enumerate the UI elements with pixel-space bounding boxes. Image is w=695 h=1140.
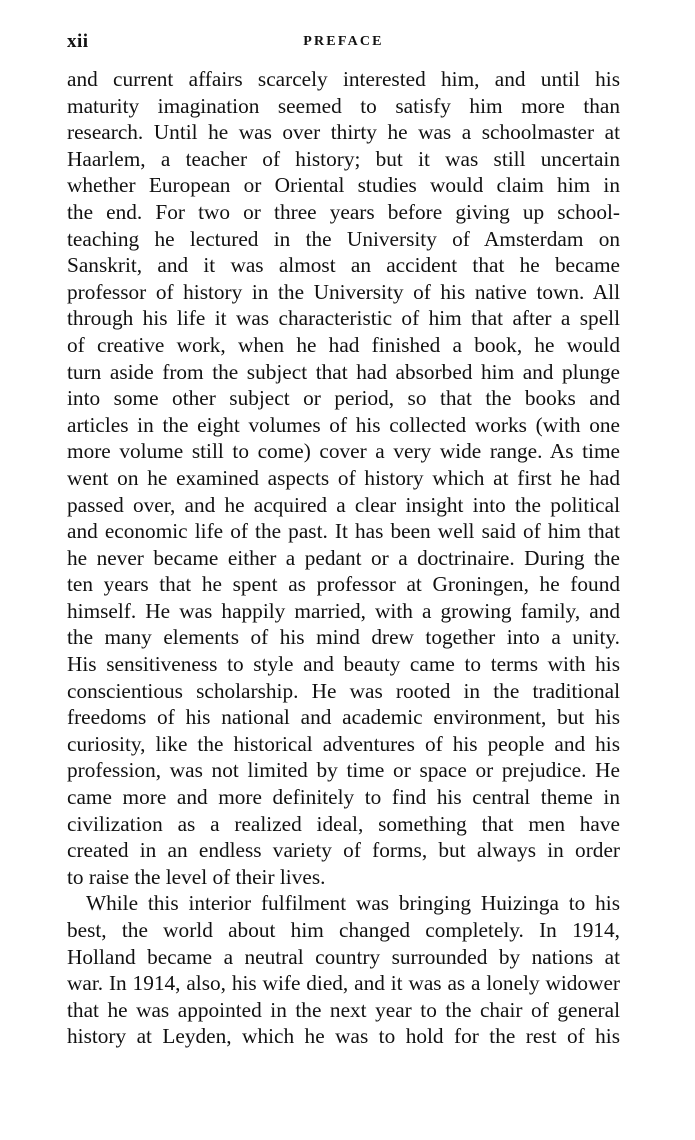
text-line: maturity imagination seemed to satisfy him more than [67, 93, 620, 118]
text-line: through his life it was characteristic of him that after a spell [67, 306, 620, 331]
text-line: His sensitiveness to style and beauty came to terms with his [67, 652, 620, 677]
text-line: curiosity, like the historical adventures of his people and his [67, 731, 620, 756]
text-line: came more and more definitely to find his central theme in [67, 785, 620, 810]
paragraph-1 [67, 66, 620, 890]
text-line: Holland became a neutral country surrounded by nations at [67, 944, 620, 969]
text-line: war. In 1914, also, his wife died, and it was as a lonely widower [67, 971, 620, 996]
text-line: went on he examined aspects of history which at first he had [67, 465, 620, 490]
text-line: and current affairs scarcely interested him, and until his [67, 67, 620, 91]
text-line: himself. He was happily married, with a growing family, and [67, 598, 620, 623]
text-line: created in an endless variety of forms, but always in order [67, 838, 620, 863]
text-line: Sanskrit, and it was almost an accident that he became [67, 253, 620, 278]
text-line: While this interior fulfilment was bringing Huizinga to his [86, 891, 620, 916]
text-line: that he was appointed in the next year to the chair of general [67, 997, 620, 1022]
text-line: turn aside from the subject that had absorbed him and plunge [67, 359, 620, 384]
body-text [67, 66, 620, 1050]
running-head: PREFACE [303, 34, 384, 49]
text-line: whether European or Oriental studies would claim him in [67, 173, 620, 198]
text-line: into some other subject or period, so that the books and [67, 386, 620, 411]
text-line: freedoms of his national and academic environment, but his [67, 705, 620, 730]
text-line: ten years that he spent as professor at Groningen, he found [67, 572, 620, 597]
text-line: of creative work, when he had finished a book, he would [67, 332, 620, 357]
text-line: research. Until he was over thirty he was a schoolmaster at [67, 120, 620, 145]
text-line: Haarlem, a teacher of history; but it was still uncertain [67, 146, 620, 171]
text-line: conscientious scholarship. He was rooted in the traditional [67, 678, 620, 703]
text-line: passed over, and he acquired a clear insight into the political [67, 492, 620, 517]
text-line: teaching he lectured in the University of Amsterdam on [67, 226, 620, 251]
text-line: profession, was not limited by time or space or prejudice. He [67, 758, 620, 783]
text-line: articles in the eight volumes of his collected works (with one [67, 412, 620, 437]
page-header [67, 31, 620, 57]
text-line: the many elements of his mind drew together into a unity. [67, 625, 620, 650]
text-line: civilization as a realized ideal, something that men have [67, 811, 620, 836]
text-line: and economic life of the past. It has been well said of him that [67, 519, 620, 544]
text-line: more volume still to come) cover a very wide range. As time [67, 439, 620, 464]
text-line: history at Leyden, which he was to hold for the rest of his [67, 1024, 620, 1049]
text-line: to raise the level of their lives. [67, 864, 326, 889]
text-line: best, the world about him changed completely. In 1914, [67, 918, 620, 942]
paragraph-2 [67, 890, 620, 1050]
text-line: professor of history in the University of his native town. All [67, 279, 620, 304]
text-line: he never became either a pedant or a doctrinaire. During the [67, 545, 620, 570]
text-line: the end. For two or three years before giving up school- [67, 199, 620, 224]
page-number: xii [67, 31, 89, 52]
